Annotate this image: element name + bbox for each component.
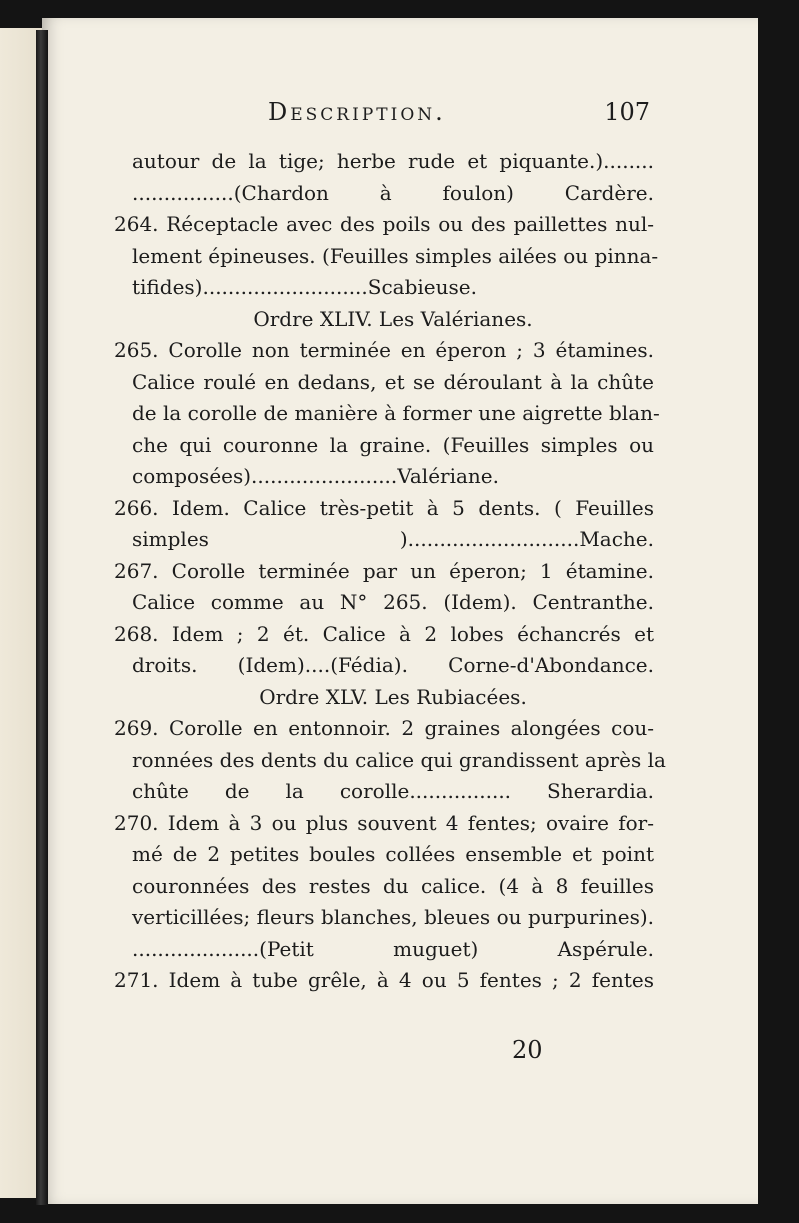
page-number: 107: [604, 98, 650, 126]
text-line: 270. Idem à 3 ou plus souvent 4 fentes; ovaire for-: [114, 810, 654, 835]
text-line: Calice comme au N° 265. (Idem). Centranthe.: [132, 590, 654, 614]
text-line: verticillées; fleurs blanches, bleues ou purpurines).: [132, 905, 654, 929]
text-line: chûte de la corolle................ Sherardia.: [132, 779, 654, 803]
text-line: Calice roulé en dedans, et se déroulant à la chûte: [132, 369, 654, 394]
signature-mark: 20: [512, 1036, 543, 1064]
text-line: composées).......................Valériane.: [132, 464, 499, 488]
text-line: tifides)..........................Scabieuse.: [132, 275, 477, 299]
text-line: 268. Idem ; 2 ét. Calice à 2 lobes échancrés et: [114, 621, 654, 646]
section-heading: Ordre XLIV. Les Valérianes.: [253, 306, 533, 331]
book-gutter: [36, 30, 48, 1205]
text-line: 264. Réceptacle avec des poils ou des paillettes nul-: [114, 212, 654, 236]
text-line: droits. (Idem)....(Fédia). Corne-d'Abondance.: [132, 653, 654, 677]
text-line: simples )...........................Mache.: [132, 527, 654, 551]
text-line: 271. Idem à tube grêle, à 4 ou 5 fentes ; 2 fentes: [114, 968, 654, 992]
text-line: mé de 2 petites boules collées ensemble et point: [132, 842, 654, 866]
running-title: Description.: [268, 98, 446, 126]
text-line: 267. Corolle terminée par un éperon; 1 étamine.: [114, 558, 654, 583]
text-line: autour de la tige; herbe rude et piquante.)........: [132, 149, 654, 173]
running-header: [130, 98, 650, 138]
text-line: 266. Idem. Calice très-petit à 5 dents. ( Feuilles: [114, 495, 654, 520]
text-line: ....................(Petit muguet) Aspérule.: [132, 936, 654, 961]
text-line: ................(Chardon à foulon) Cardère.: [132, 180, 654, 205]
text-line: couronnées des restes du calice. (4 à 8 feuilles: [132, 873, 654, 898]
text-line: de la corolle de manière à former une aigrette blan-: [132, 401, 660, 425]
text-line: 269. Corolle en entonnoir. 2 graines alongées cou-: [114, 716, 654, 740]
text-line: lement épineuses. (Feuilles simples ailées ou pinna-: [132, 243, 659, 268]
text-line: che qui couronne la graine. (Feuilles simples ou: [132, 432, 654, 457]
text-line: ronnées des dents du calice qui grandissent après la: [132, 747, 666, 772]
section-heading: Ordre XLV. Les Rubiacées.: [259, 684, 527, 709]
body-text: [114, 146, 666, 997]
text-line: 265. Corolle non terminée en éperon ; 3 étamines.: [114, 338, 654, 362]
